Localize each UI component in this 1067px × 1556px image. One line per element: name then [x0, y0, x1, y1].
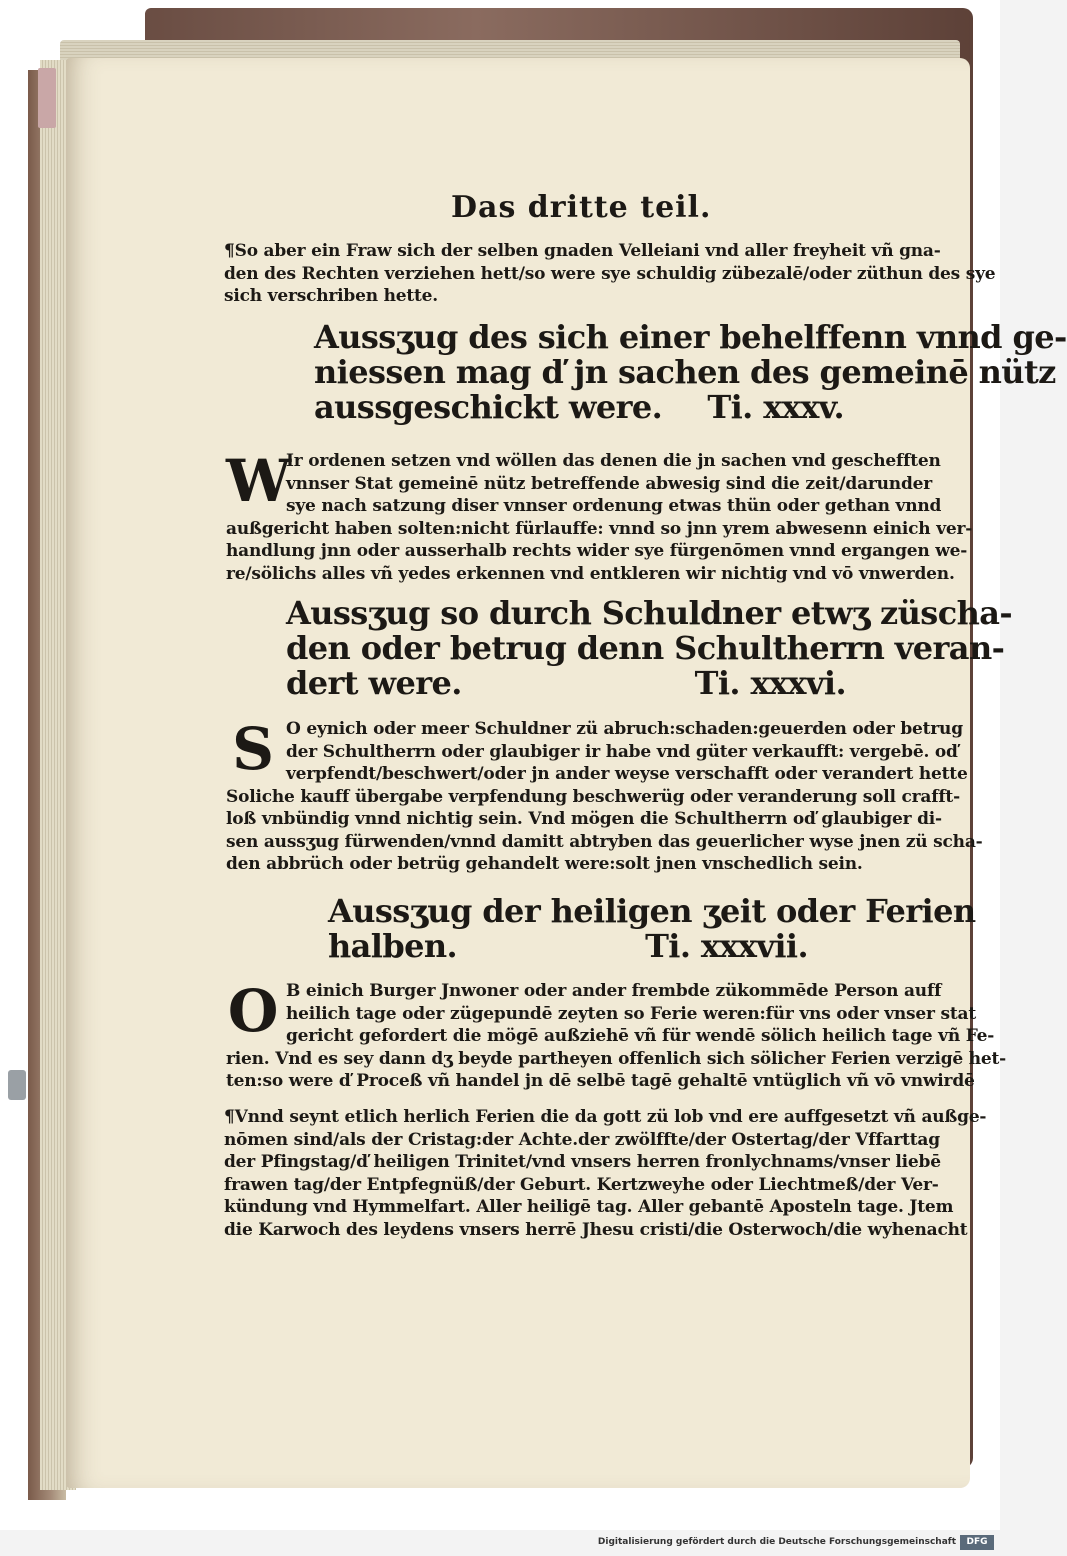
title-number: Ti. xxxvii.: [645, 927, 808, 965]
text-line: verpfendt/beschwert/oder jn ander weyse verschafft oder verandert hette: [286, 764, 968, 784]
text-line: sich verschriben hette.: [224, 286, 439, 306]
text-line: handlung jnn oder ausserhalb rechts wider sye fürgenōmen vnnd ergangen we-: [226, 541, 968, 561]
text-line: sye nach satzung diser vnnser ordenung etwas thün oder gethan vnnd: [286, 496, 942, 516]
heading-line: Aussʒug des sich einer behelffenn vnnd ge-: [314, 318, 1067, 356]
dfg-logo: DFG: [960, 1535, 994, 1550]
text-line: gericht gefordert die mögē außziehē vñ für wendē sölich heilich tage vñ Fe-: [286, 1026, 995, 1046]
text-line: O eynich oder meer Schuldner zü abruch:schaden:geuerden oder betrug: [286, 719, 963, 739]
text-line: den abbrüch oder betrüg gehandelt were:solt jnen vnschedlich sein.: [226, 854, 863, 874]
text-line: re/sölichs alles vñ yedes erkennen vnd entkleren wir nichtig vnd vō vnwerden.: [226, 563, 955, 584]
paragraph-xxxvii: [226, 977, 1007, 1093]
text-line: der Pfingstag/ď heiligen Trinitet/vnd vnsers herren fronlychnams/vnser liebē: [224, 1152, 941, 1172]
heading-line: dert were.: [286, 664, 462, 702]
footer-bar: [0, 1530, 1000, 1556]
text-line: rien. Vnd es sey dann dʒ beyde partheyen offenlich sich sölicher Ferien verzigē het-: [226, 1048, 1007, 1069]
paragraph-intro: [224, 240, 996, 308]
heading-line: niessen mag ď jn sachen des gemeinē nütz: [314, 353, 1056, 391]
text-line: vnnser Stat gemeinē nütz betreffende abwesig sind die zeit/darunder: [286, 473, 933, 494]
section-heading-xxxv: [314, 318, 1067, 426]
text-line: B einich Burger Jnwoner oder ander frembde zükommēde Person auff: [286, 981, 942, 1001]
drop-cap-initial: W: [226, 447, 291, 515]
text-line: heilich tage oder zügepundē zeyten so Ferie weren:für vns oder vnser stat: [286, 1003, 976, 1024]
text-line: ¶Vnnd seynt etlich herlich Ferien die da gott zü lob vnd ere auffgesetzt vñ außge-: [224, 1107, 987, 1127]
heading-last-line: [286, 666, 846, 701]
text-line: nōmen sind/als der Cristag:der Achte.der zwölffte/der Ostertag/der Vffarttag: [224, 1129, 940, 1150]
text-line: sen aussʒug fürwenden/vnnd damitt abtryben das geuerlicher wyse jnen zü scha-: [226, 831, 983, 852]
page-clip: [8, 1070, 26, 1100]
text-line: außgericht haben solten:nicht fürlauffe: vnnd so jnn yrem abwesenn einich ver-: [226, 518, 973, 539]
text-line: Soliche kauff übergabe verpfendung beschwerüg oder veranderung soll crafft-: [226, 786, 960, 807]
section-heading-xxxvii: [328, 892, 976, 965]
title-number: Ti. xxxvi.: [694, 664, 846, 702]
heading-line: den oder betrug denn Schultherrn veran-: [286, 629, 1005, 667]
page-text: [66, 58, 1067, 1488]
bookmark-tab: [38, 68, 56, 128]
heading-line: halben.: [328, 927, 458, 965]
heading-last-line: [328, 929, 808, 964]
text-line: ten:so were ď Proceß vñ handel jn dē selbē tagē gehaltē vntüglich vñ vō vnwirdē: [226, 1071, 975, 1091]
paragraph-xxxv: [226, 447, 973, 585]
text-line: den des Rechten verziehen hett/so were sye schuldig zübezalē/oder züthun des sye: [224, 263, 996, 284]
text-line: der Schultherrn oder glaubiger ir habe vnd güter verkaufft: vergebē. oď: [286, 741, 958, 762]
heading-line: Aussʒug so durch Schuldner etwʒ züscha-: [286, 594, 1013, 632]
text-line: loß vnbündig vnnd nichtig sein. Vnd mögen die Schultherrn oď glaubiger di-: [226, 809, 942, 829]
section-heading-xxxvi: [286, 594, 1013, 702]
text-line: frawen tag/der Entpfegnüß/der Geburt. Kertzweyhe oder Liechtmeß/der Ver-: [224, 1174, 939, 1195]
paragraph-ferien: [224, 1106, 987, 1241]
text-line: ¶So aber ein Fraw sich der selben gnaden Velleiani vnd aller freyheit vñ gna-: [224, 241, 941, 261]
heading-last-line: [314, 390, 844, 425]
text-line: Ir ordenen setzen vnd wöllen das denen die jn sachen vnd geschefften: [286, 451, 941, 471]
title-number: Ti. xxxv.: [707, 388, 844, 426]
heading-line: aussgeschickt were.: [314, 388, 663, 426]
drop-cap-initial: S: [232, 715, 274, 783]
paragraph-xxxvi: [226, 715, 983, 876]
text-line: kündung vnd Hymmelfart. Aller heiligē tag. Aller gebantē Aposteln tage. Jtem: [224, 1197, 954, 1217]
running-head: Das dritte teil.: [451, 190, 712, 225]
text-line: die Karwoch des leydens vnsers herrē Jhesu cristi/die Osterwoch/die wyhenacht: [224, 1219, 968, 1240]
funding-credit: Digitalisierung gefördert durch die Deutsche Forschungsgemeinschaft: [597, 1537, 956, 1547]
drop-cap-initial: O: [227, 977, 279, 1045]
heading-line: Aussʒug der heiligen ʒeit oder Ferien: [328, 892, 976, 930]
book-page: [66, 58, 1067, 1488]
